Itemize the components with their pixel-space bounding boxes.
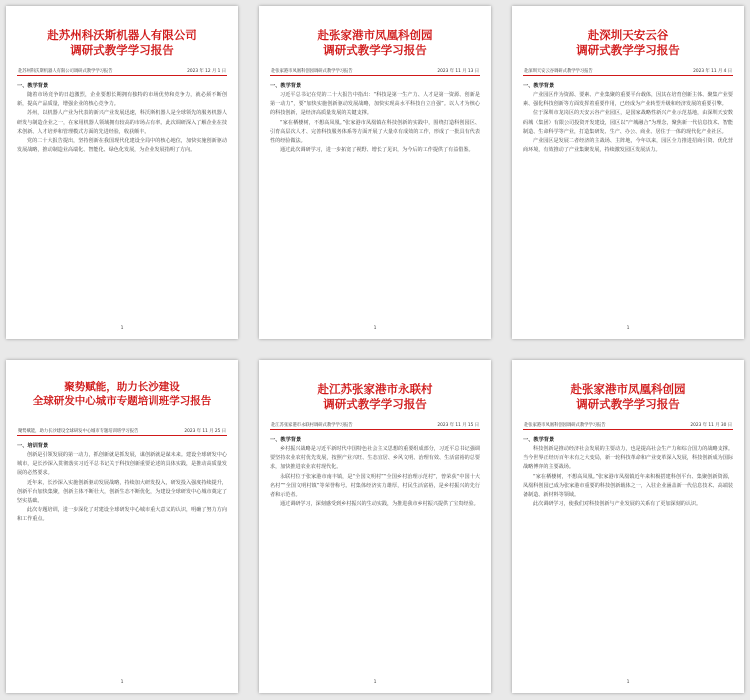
section-heading: 一、教学背景 <box>270 83 302 89</box>
title-line-2: 调研式教学学习报告 <box>323 397 427 411</box>
title-line-1: 赴苏州科沃斯机器人有限公司 <box>47 28 197 42</box>
title-line-1: 赴深圳天安云谷 <box>587 28 669 42</box>
document-page-4 <box>6 360 238 693</box>
title-line-2: 调研式教学学习报告 <box>576 397 680 411</box>
page-number: 1 <box>373 326 377 331</box>
meta-date: 2023 年 12 月 1 日 <box>187 69 226 74</box>
paragraph: 永联村位于张家港市南丰镇，是“全国文明村”“全国乡村治理示范村”，曾荣获“中国十大名村”“全国文明村镇”等荣誉称号。村集体经济实力雄厚，村民生活富裕，是乡村振兴的先行者和示范者。 <box>270 473 480 499</box>
meta-date: 2023 年 11 月 13 日 <box>437 69 479 74</box>
paragraph: “家在栖棲树，不想高凤凰。”张家港市凤凰镇在科技创新的实践中，围绕打造科创园区、引育高层次人才、完善科技服务体系等方面开展了大量卓有成效的工作，形成了一批具有代表性的经验做法。 <box>270 119 480 145</box>
page-title <box>270 360 480 422</box>
paragraph: 党的二十大报告提出，坚持创新在我国现代化建设全局中的核心地位，加快实施创新驱动发展战略，推动制造业高端化、智能化、绿色化发展，为企业发展指明了方向。 <box>17 138 227 154</box>
page-number: 1 <box>626 680 630 685</box>
meta-left: 赴苏州科沃斯机器人有限公司调研式教学学习报告 <box>18 69 113 74</box>
meta-left: 聚势赋能，助力长沙建设全球研发中心城市专题培训班学习报告 <box>18 429 139 434</box>
page-number: 1 <box>626 326 630 331</box>
title-line-1: 赴张家港市凤凰科创园 <box>317 28 433 42</box>
section-heading: 一、培训背景 <box>17 443 49 449</box>
paragraph: 位于深圳市龙岗区的天安云谷产业园区，是国家战略性新兴产业示范基地，由深圳天安数码城（集团）有限公司投资开发建设，园区以“产城融合”为理念，聚焦新一代信息技术、智能制造、生命科学等产业，打造集研发、生产、办公、商业、居住于一体的现代化产业社区。 <box>523 110 733 135</box>
section-heading: 一、教学背景 <box>17 83 49 89</box>
page-meta <box>17 428 227 436</box>
page-number: 1 <box>120 680 124 685</box>
title-line-2: 调研式教学学习报告 <box>323 43 427 57</box>
meta-left: 赴张家港市凤凰科创园调研式教学学习报告 <box>524 423 606 428</box>
page-title <box>17 6 227 68</box>
document-page-6 <box>512 360 744 693</box>
page-title <box>523 360 733 422</box>
page-meta <box>270 68 480 76</box>
paragraph: 乡村振兴战略是习近平新时代中国特色社会主义思想的重要组成部分，习近平总书记强调要坚持农业农村优先发展，按照产业兴旺、生态宜居、乡风文明、治理有效、生活富裕的总要求，加快推进农业农村现代化。 <box>270 446 480 471</box>
paragraph: 创新是引领发展的第一动力，抓创新就是抓发展，谋创新就是谋未来。建设全球研发中心城市，是长沙深入贯彻落实习近平总书记关于科技创新重要论述的具体实践，是推动高质量发展的必然要求。 <box>17 452 227 477</box>
page-number: 1 <box>120 326 124 331</box>
document-page-2 <box>259 6 491 339</box>
meta-date: 2023 年 11 月 30 日 <box>690 423 732 428</box>
title-line-1: 赴江苏张家港市永联村 <box>317 382 433 396</box>
paragraph: 通过调研学习，深刻感受到乡村振兴的生动实践，为推进我市乡村振兴提供了宝贵经验。 <box>280 501 479 508</box>
paragraph: 产业园区是发展二者经济的主战场、主阵地，今年以来，园区全力推进招商引资、优化营商环境，有效推动了产业集聚发展，持续激发园区发展活力。 <box>523 138 733 154</box>
page-meta <box>523 68 733 76</box>
meta-left: 赴江苏张家港市永联村调研式教学学习报告 <box>271 423 353 428</box>
meta-date: 2023 年 11 月 15 日 <box>437 423 479 428</box>
paragraph: 苏州，以机器人产业为代表的新兴产业发展迅速，科沃斯机器人是全球领先的服务机器人研发与制造企业之一，在家用机器人领域拥有较高的市场占有率。此次调研深入了解企业在技术创新、人才培养和管理模式方面的先进经验，收获颇丰。 <box>17 110 227 135</box>
document-page-5 <box>259 360 491 693</box>
title-line-2: 全球研发中心城市专题培训班学习报告 <box>32 395 212 407</box>
page-meta <box>17 68 227 76</box>
title-line-2: 调研式教学学习报告 <box>70 43 174 57</box>
title-line-2: 调研式教学学习报告 <box>576 43 680 57</box>
section-heading: 一、教学背景 <box>523 83 555 89</box>
paragraph: 科技创新是推动经济社会发展的主要动力，也是提高社会生产力和综合国力的战略支撑。当今世界正经历百年未有之大变局，新一轮科技革命和产业变革深入发展，科技创新成为国际战略博弈的主要战场。 <box>523 446 733 471</box>
paragraph: 此次专题培训，进一步深化了对建设全球研发中心城市重大意义的认识，明确了努力方向和工作重点。 <box>17 507 227 523</box>
page-title <box>270 6 480 68</box>
section-heading: 一、教学背景 <box>270 437 302 443</box>
document-page-3 <box>512 6 744 339</box>
paragraph: 随着市场竞争的日趋激烈，企业要想长期拥有独特的市场优势和竞争力，就必须不断创新，提高产品质量，增强企业的核心竞争力。 <box>17 92 227 108</box>
page-number: 1 <box>373 680 377 685</box>
section-heading: 一、教学背景 <box>523 437 555 443</box>
title-line-1: 聚势赋能，助力长沙建设 <box>64 381 180 393</box>
paragraph: 习近平总书记在党的二十大报告中指出：“科技是第一生产力、人才是第一资源、创新是第一动力”，要“加快实施创新驱动发展战略，加快实现高水平科技自立自强”。以人才为核心的科技创新，是经济高质量发展的关键支撑。 <box>270 92 480 117</box>
paragraph: “家在栖棲树，不想高凤凰。”张家港市凤凰镇近年来积极搭建科创平台、集聚创新资源，凤凰科创园已成为张家港市重要的科技创新载体之一，入驻企业涵盖新一代信息技术、高端装备制造、新材料等领域。 <box>523 473 733 499</box>
meta-date: 2023 年 11 月 25 日 <box>184 429 226 434</box>
title-line-1: 赴张家港市凤凰科创园 <box>570 382 686 396</box>
page-title <box>523 6 733 68</box>
paragraph: 此次调研学习，使我们对科技创新与产业发展的关系有了更加深刻的认识。 <box>533 501 702 508</box>
page-meta <box>523 422 733 430</box>
paragraph: 近年来，长沙深入实施创新驱动发展战略，持续加大研发投入，研发投入强度持续提升，创新平台加快集聚，创新主体不断壮大，创新生态不断优化，为建设全球研发中心城市奠定了坚实基础。 <box>17 479 227 505</box>
page-meta <box>270 422 480 430</box>
meta-left: 赴张家港市凤凰科创园调研式教学学习报告 <box>271 69 353 74</box>
paragraph: 产业园区作为资源、要素、产业集聚的重要平台载体，因其在培育创新主体、聚集产业要素、强化科技创新等方面发挥着重要作用，已经成为产业转型升级和经济发展的重要引擎。 <box>523 92 733 108</box>
paragraph: 通过此次调研学习，进一步拓宽了视野、增长了见识，为今后的工作提供了有益借鉴。 <box>280 147 474 154</box>
document-page-1 <box>6 6 238 339</box>
meta-left: 赴深圳天安云谷调研式教学学习报告 <box>524 69 593 74</box>
page-title <box>17 360 227 428</box>
meta-date: 2023 年 11 月 4 日 <box>693 69 732 74</box>
